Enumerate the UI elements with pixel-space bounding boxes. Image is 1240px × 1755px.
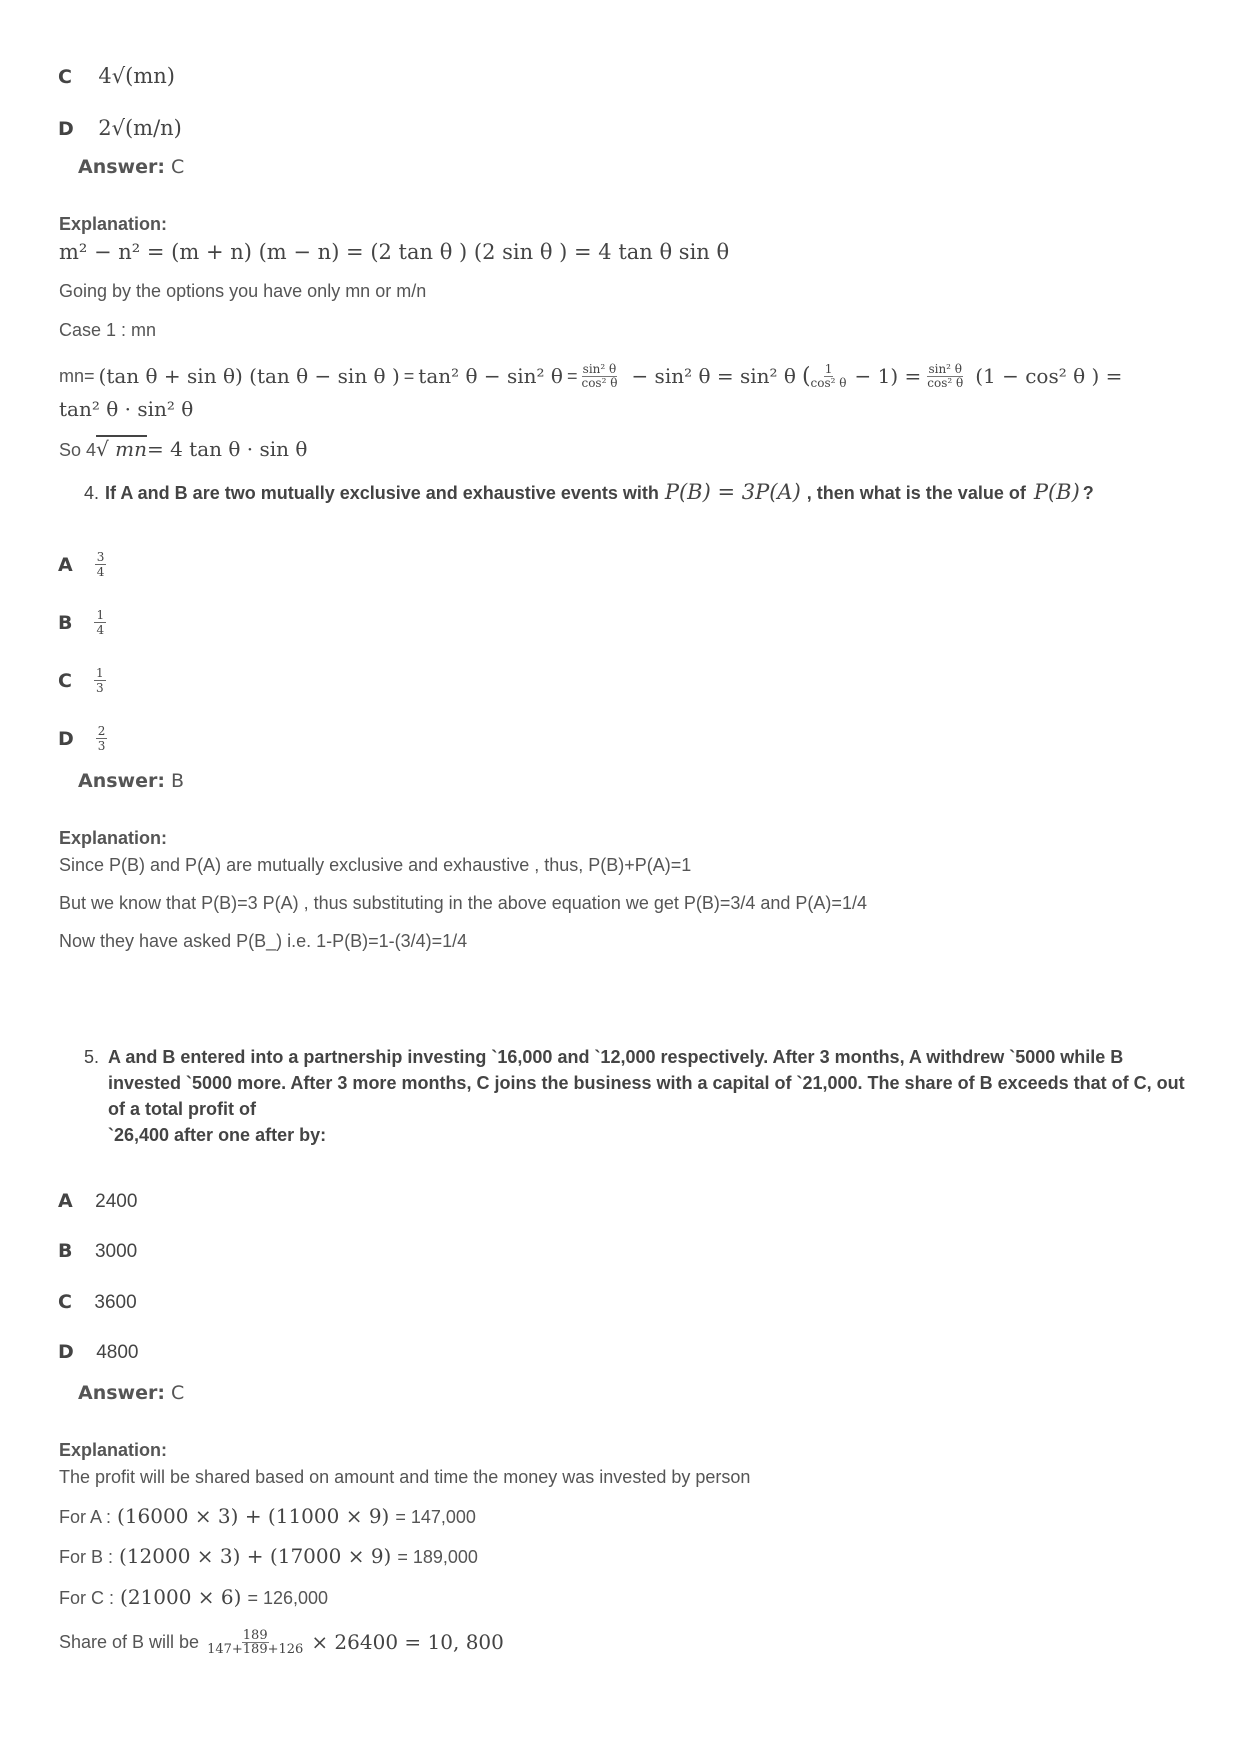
q3-answer xyxy=(78,156,184,178)
q4-math-a: P(B) = 3P(A) xyxy=(664,480,801,504)
for-b-math: (12000 × 3) + (17000 × 9) xyxy=(119,1544,392,1568)
answer-label: Answer: xyxy=(78,770,165,792)
q3-option-c[interactable] xyxy=(58,64,175,88)
q5-option-b[interactable] xyxy=(58,1240,137,1263)
option-text: 3600 xyxy=(94,1292,137,1313)
option-text: 4√(mn) xyxy=(98,64,175,88)
option-text: 2400 xyxy=(95,1191,138,1212)
answer-value: B xyxy=(171,770,185,792)
q5-number: 5. xyxy=(84,1047,100,1067)
so-rest: = 4 tan θ · sin θ xyxy=(146,437,308,461)
q4-explanation-label: Explanation: xyxy=(59,828,168,848)
mn-frac-1: $\frac{\text{sin² θ}}{\text{cos² θ}}$ xyxy=(581,361,618,390)
mn-part1: (tan θ + sin θ) (tan θ − sin θ ) xyxy=(98,364,400,388)
for-c-math: (21000 × 6) xyxy=(120,1585,242,1609)
option-fraction: $\frac{3}{4}$ xyxy=(96,550,105,579)
q5-explanation-line-1: The profit will be shared based on amount and time the money was invested by person xyxy=(59,1467,751,1487)
q3-line-1: Going by the options you have only mn or m/n xyxy=(59,281,427,301)
option-letter: C xyxy=(58,1291,72,1313)
option-letter: C xyxy=(58,669,72,692)
mn-part3: − sin² θ = sin² θ xyxy=(631,364,796,388)
share-b-rest: × 26400 = 10, 800 xyxy=(311,1630,504,1654)
option-fraction: $\frac{2}{3}$ xyxy=(97,724,106,753)
q3-explanation-label: Explanation: xyxy=(59,214,168,234)
mn-part4: − 1) = xyxy=(854,364,922,388)
q5-option-d[interactable] xyxy=(58,1341,139,1364)
q4-question xyxy=(84,480,1094,504)
q3-mn-derivation: mn= (tan θ + sin θ) (tan θ − sin θ ) = tan² θ − sin² θ = $\frac{\text{sin² θ}}{\text{cos² θ}}$ − sin² θ = sin² θ ( 1 cos² θ − 1) = $\frac{\text{sin² θ}}{\text{cos² θ}}$ (1 − cos² θ ) = xyxy=(59,361,1123,390)
answer-value: C xyxy=(171,1382,185,1404)
q5-option-c[interactable] xyxy=(58,1291,137,1314)
q5-text-line-3: of a total profit of xyxy=(108,1099,256,1119)
q4-explanation-line-3: Now they have asked P(B_) i.e. 1-P(B)=1-(3/4)=1/4 xyxy=(59,931,468,951)
option-letter: D xyxy=(58,727,74,750)
mn-part2: tan² θ − sin² θ xyxy=(418,364,563,388)
option-letter: A xyxy=(58,553,73,576)
for-c-result: = 126,000 xyxy=(247,1588,329,1608)
q5-explanation-label: Explanation: xyxy=(59,1440,168,1460)
mn-equals-a: = xyxy=(403,365,415,386)
option-letter: D xyxy=(58,1341,74,1363)
for-a-result: = 147,000 xyxy=(395,1507,476,1527)
option-text: 2√(m/n) xyxy=(98,116,182,140)
q4-explanation-line-1: Since P(B) and P(A) are mutually exclusive and exhaustive , thus, P(B)+P(A)=1 xyxy=(59,855,692,875)
q5-share-b xyxy=(59,1618,504,1666)
q4-option-b[interactable] xyxy=(58,608,106,637)
option-letter: B xyxy=(58,1240,73,1262)
q3-so-line xyxy=(59,437,307,461)
q5-question xyxy=(84,1044,1185,1148)
q3-option-d[interactable] xyxy=(58,116,182,140)
q3-line-2: Case 1 : mn xyxy=(59,320,157,340)
for-a-math: (16000 × 3) + (11000 × 9) xyxy=(117,1504,390,1528)
q5-for-b xyxy=(59,1544,478,1568)
q4-number: 4. xyxy=(84,483,100,503)
q4-text-b: , then what is the value of xyxy=(806,483,1026,503)
q3-equation-1: m² − n² = (m + n) (m − n) = (2 tan θ ) (2 sin θ ) = 4 tan θ sin θ xyxy=(59,240,730,264)
mn-frac-2: 1 cos² θ xyxy=(810,361,847,390)
so-prefix: So 4 xyxy=(59,440,97,460)
q4-text-a: If A and B are two mutually exclusive and exhaustive events with xyxy=(105,483,659,503)
share-b-label: Share of B will be xyxy=(59,1631,200,1652)
option-text: 3000 xyxy=(94,1241,138,1262)
q3-mn-line-2: tan² θ · sin² θ xyxy=(59,397,194,421)
q4-answer xyxy=(78,770,184,792)
q4-text-c: ? xyxy=(1082,483,1094,503)
for-a-label: For A : xyxy=(59,1507,112,1527)
so-root: √ mn xyxy=(96,437,147,461)
q4-option-d[interactable] xyxy=(58,724,107,753)
for-b-label: For B : xyxy=(59,1547,114,1567)
mn-part5: (1 − cos² θ ) = xyxy=(975,364,1123,388)
q4-option-c[interactable] xyxy=(58,666,106,695)
option-fraction: $\frac{1}{3}$ xyxy=(95,666,104,695)
q5-text-line-4: `26,400 after one after by: xyxy=(108,1125,327,1145)
answer-label: Answer: xyxy=(78,1382,165,1404)
q4-math-b: P(B) xyxy=(1033,480,1080,504)
for-c-label: For C : xyxy=(59,1588,115,1608)
option-text: 4800 xyxy=(96,1342,139,1363)
option-letter: A xyxy=(58,1190,73,1212)
q4-explanation-line-2: But we know that P(B)=3 P(A) , thus substituting in the above equation we get P(B)=3/4 and P(A)=1/4 xyxy=(59,893,867,913)
q5-answer xyxy=(78,1382,184,1404)
answer-label: Answer: xyxy=(78,156,165,178)
q5-text-line-1: A and B entered into a partnership investing `16,000 and `12,000 respectively. After 3 months, A withdrew `5000 while B xyxy=(108,1047,1124,1067)
option-letter: D xyxy=(58,118,74,140)
for-b-result: = 189,000 xyxy=(397,1547,478,1567)
mn-equals-b: = xyxy=(566,365,578,386)
share-b-fraction: $\frac{189}{147+189+126}$ xyxy=(207,1627,304,1657)
q5-text-line-2: invested `5000 more. After 3 more months, C joins the business with a capital of `21,000. The share of B exceeds that of C, out xyxy=(108,1073,1185,1093)
answer-value: C xyxy=(171,156,185,178)
mn-prefix: mn= xyxy=(59,365,95,386)
q5-for-c xyxy=(59,1585,328,1609)
option-letter: B xyxy=(58,611,73,634)
option-fraction: $\frac{1}{4}$ xyxy=(96,608,105,637)
option-letter: C xyxy=(58,66,72,88)
q4-option-a[interactable] xyxy=(58,550,106,579)
q5-for-a xyxy=(59,1504,476,1528)
mn-frac-3: $\frac{\text{sin² θ}}{\text{cos² θ}}$ xyxy=(927,361,964,390)
q5-option-a[interactable] xyxy=(58,1190,137,1213)
